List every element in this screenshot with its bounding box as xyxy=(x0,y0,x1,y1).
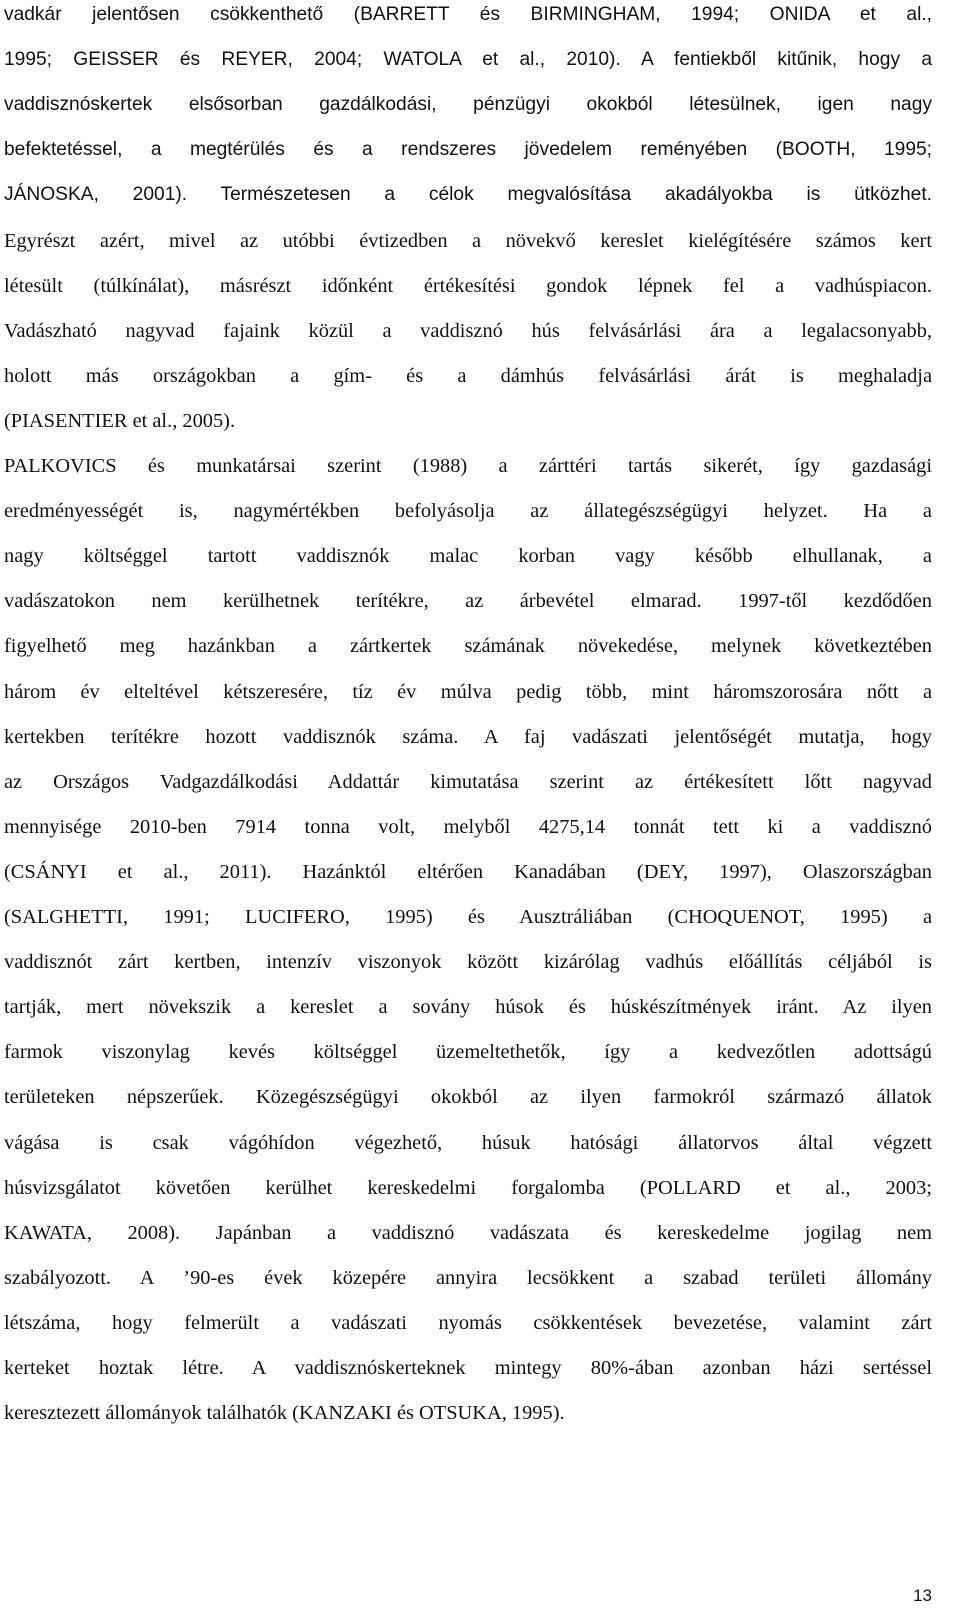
text-line: mennyisége 2010-ben 7914 tonna volt, melyből 4275,14 tonnát tett ki a vaddisznó xyxy=(4,815,932,838)
text-line: Egyrészt azért, mivel az utóbbi évtizedben a növekvő kereslet kielégítésére számos kert xyxy=(4,229,932,252)
text-line: húsvizsgálatot követően kerülhet kereskedelmi forgalomba (POLLARD et al., 2003; xyxy=(4,1176,932,1199)
text-line: 1995; GEISSER és REYER, 2004; WATOLA et al., 2010). A fentiekből kitűnik, hogy a xyxy=(4,49,932,71)
text-line: (SALGHETTI, 1991; LUCIFERO, 1995) és Ausztráliában (CHOQUENOT, 1995) a xyxy=(4,906,932,928)
text-line: vadkár jelentősen csökkenthető (BARRETT és BIRMINGHAM, 1994; ONIDA et al., xyxy=(4,4,932,25)
text-line: (CSÁNYI et al., 2011). Hazánktól eltérően Kanadában (DEY, 1997), Olaszországban xyxy=(4,860,932,883)
page-number: 13 xyxy=(913,1586,932,1605)
text-line: vaddisznóskertek elsősorban gazdálkodási, pénzügyi okokból létesülnek, igen nagy xyxy=(4,94,932,116)
text-line: létszáma, hogy felmerült a vadászati nyomás csökkentések bevezetése, valamint zárt xyxy=(4,1311,932,1334)
text-line: létesült (túlkínálat), másrészt időnként értékesítési gondok lépnek fel a vadhúspiacon. xyxy=(4,274,932,297)
text-line: tartják, mert növekszik a kereslet a sovány húsok és húskészítmények iránt. Az ilyen xyxy=(4,996,932,1019)
text-line: nagy költséggel tartott vaddisznók malac korban vagy később elhullanak, a xyxy=(4,545,932,568)
text-line: keresztezett állományok találhatók (KANZAKI és OTSUKA, 1995). xyxy=(4,1402,565,1425)
text-line: szabályozott. A ’90-es évek közepére annyira lecsökkent a szabad területi állomány xyxy=(4,1266,932,1289)
text-line: (PIASENTIER et al., 2005). xyxy=(4,409,236,432)
text-line: vágása is csak vágóhídon végezhető, húsuk hatósági állatorvos által végzett xyxy=(4,1131,932,1154)
text-line: farmok viszonylag kevés költséggel üzemeltethetők, így a kedvezőtlen adottságú xyxy=(4,1041,932,1064)
text-line: holott más országokban a gím- és a dámhús felvásárlási árát is meghaladja xyxy=(4,364,932,387)
text-line: kertekben terítékre hozott vaddisznók száma. A faj vadászati jelentőségét mutatja, hogy xyxy=(4,725,932,748)
text-line: vaddisznót zárt kertben, intenzív viszonyok között kizárólag vadhús előállítás céljából is xyxy=(4,951,932,974)
text-line: PALKOVICS és munkatársai szerint (1988) a zárttéri tartás sikerét, így gazdasági xyxy=(4,455,932,477)
text-line: KAWATA, 2008). Japánban a vaddisznó vadászata és kereskedelme jogilag nem xyxy=(4,1221,932,1244)
text-line: vadászatokon nem kerülhetnek terítékre, az árbevétel elmarad. 1997-től kezdődően xyxy=(4,590,932,613)
text-line: az Országos Vadgazdálkodási Addattár kimutatása szerint az értékesített lőtt nagyvad xyxy=(4,770,932,793)
text-line: JÁNOSKA, 2001). Természetesen a célok megvalósítása akadályokba is ütközhet. xyxy=(4,184,932,206)
text-line: kerteket hoztak létre. A vaddisznóskerteknek mintegy 80%-ában azonban házi sertéssel xyxy=(4,1357,932,1379)
text-line: figyelhető meg hazánkban a zártkertek számának növekedése, melynek következtében xyxy=(4,635,932,658)
text-line: befektetéssel, a megtérülés és a rendszeres jövedelem reményében (BOOTH, 1995; xyxy=(4,139,932,161)
text-line: három év elteltével kétszeresére, tíz év múlva pedig több, mint háromszorosára nőtt a xyxy=(4,680,932,703)
text-line: eredményességét is, nagymértékben befolyásolja az állategészségügyi helyzet. Ha a xyxy=(4,500,932,523)
text-line: területeken népszerűek. Közegészségügyi okokból az ilyen farmokról származó állatok xyxy=(4,1086,932,1109)
text-line: Vadászható nagyvad fajaink közül a vaddisznó hús felvásárlási ára a legalacsonyabb, xyxy=(4,319,932,342)
